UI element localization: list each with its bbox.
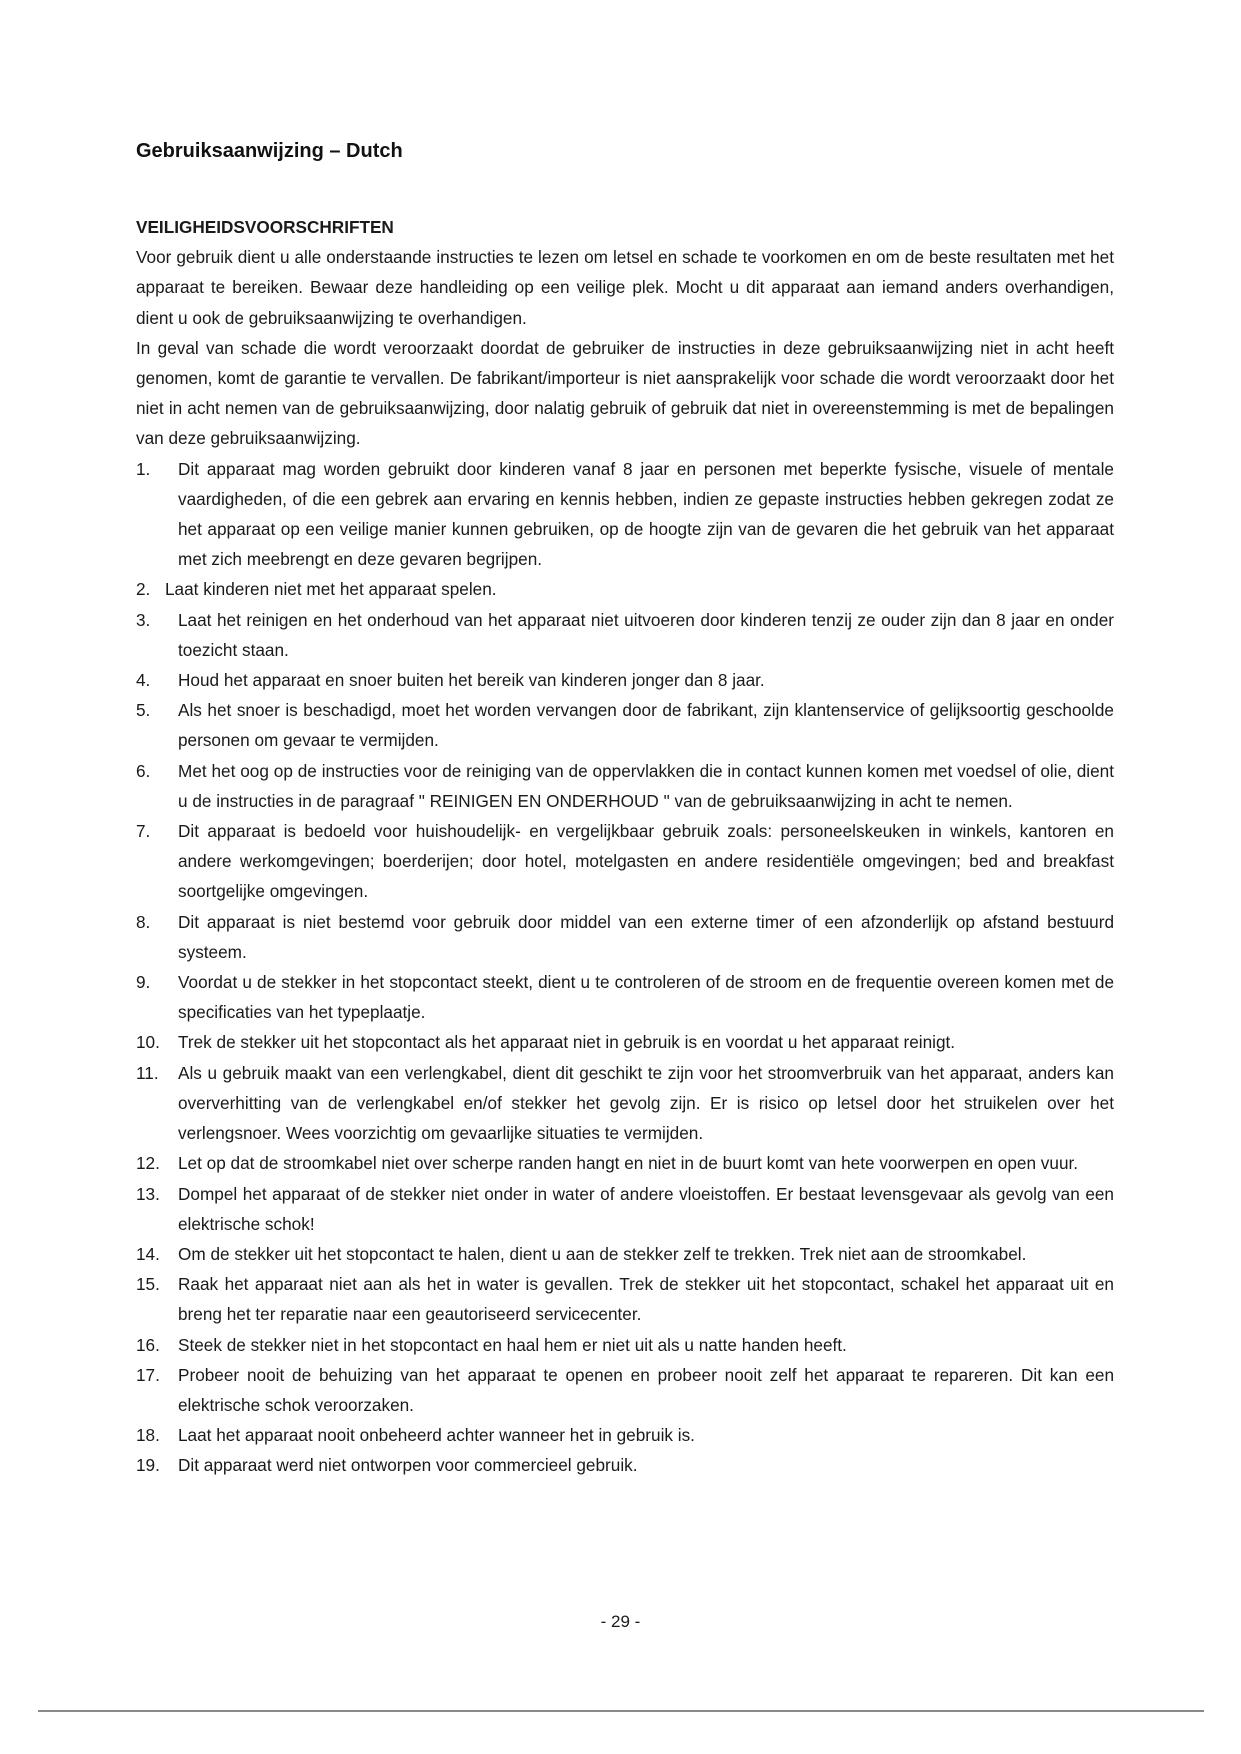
item-number: 8. bbox=[136, 911, 151, 932]
item-number: 10. bbox=[136, 1032, 160, 1053]
item-text: Laat het apparaat nooit onbeheerd achter wanneer het in gebruik is. bbox=[178, 1425, 695, 1446]
item-number: 12. bbox=[136, 1153, 160, 1174]
item-text: Dompel het apparaat of de stekker niet onder in water of andere vloeistoffen. Er bestaat levensgevaar als gevolg van een elektrische schok! bbox=[178, 1183, 1114, 1234]
item-number: 11. bbox=[136, 1062, 159, 1083]
list-item bbox=[136, 1360, 1114, 1420]
list-item bbox=[136, 1148, 1114, 1178]
item-number: 17. bbox=[136, 1364, 160, 1385]
item-text: Met het oog op de instructies voor de reiniging van de oppervlakken die in contact kunnen komen met voedsel of olie, dient u de instructies in de paragraaf " REINIGEN EN ONDERHOUD " van de gebruiksaanwijzing in acht te nemen. bbox=[178, 760, 1114, 811]
list-item bbox=[136, 816, 1114, 907]
item-text: Voordat u de stekker in het stopcontact steekt, dient u te controleren of de stroom en de frequentie overeen komen met de specificaties van het typeplaatje. bbox=[178, 972, 1114, 1023]
list-item bbox=[136, 1420, 1114, 1450]
item-text: Dit apparaat is niet bestemd voor gebruik door middel van een externe timer of een afzonderlijk op afstand bestuurd systeem. bbox=[178, 911, 1114, 962]
item-text: Probeer nooit de behuizing van het apparaat te openen en probeer nooit zelf het apparaat te repareren. Dit kan een elektrische schok veroorzaken. bbox=[178, 1364, 1114, 1415]
list-item bbox=[136, 665, 1114, 695]
item-number: 3. bbox=[136, 609, 151, 630]
item-number: 5. bbox=[136, 700, 151, 721]
item-text: Laat het reinigen en het onderhoud van het apparaat niet uitvoeren door kinderen tenzij ze ouder zijn dan 8 jaar en onder toezicht staan. bbox=[178, 609, 1114, 660]
item-text: Als u gebruik maakt van een verlengkabel, dient dit geschikt te zijn voor het stroomverbruik van het apparaat, anders kan oververhitting van de verlengkabel en/of stekker het gevolg zijn. Er is risico op letsel door het struikelen over het verlengsnoer. Wees voorzichtig om gevaarlijke situaties te vermijden. bbox=[178, 1062, 1114, 1144]
page-number: - 29 - bbox=[600, 1612, 641, 1631]
item-number: 15. bbox=[136, 1274, 160, 1295]
list-item bbox=[136, 1269, 1114, 1329]
item-text: Dit apparaat mag worden gebruikt door kinderen vanaf 8 jaar en personen met beperkte fysische, visuele of mentale vaardigheden, of die een gebrek aan ervaring en kennis hebben, indien ze gepaste instructies hebben gekregen zodat ze het apparaat op een veilige manier kunnen gebruiken, op de hoogte zijn van de gevaren die het gebruik van het apparaat met zich meebrengt en deze gevaren begrijpen. bbox=[178, 458, 1114, 570]
item-number: 4. bbox=[136, 670, 151, 691]
list-item bbox=[136, 756, 1114, 816]
item-number: 18. bbox=[136, 1425, 160, 1446]
intro-paragraph: Voor gebruik dient u alle onderstaande instructies te lezen om letsel en schade te voorkomen en om de beste resultaten met het apparaat te bereiken. Bewaar deze handleiding op een veilige plek. Mocht u dit apparaat aan iemand anders overhandigen, dient u ook de gebruiksaanwijzing te overhandigen. bbox=[136, 247, 1114, 328]
safety-instructions-list bbox=[136, 454, 1114, 1481]
section-heading: VEILIGHEIDSVOORSCHRIFTEN bbox=[136, 217, 394, 237]
item-text: Steek de stekker niet in het stopcontact en haal hem er niet uit als u natte handen heeft. bbox=[178, 1334, 847, 1355]
list-item bbox=[136, 454, 1114, 575]
item-text: Als het snoer is beschadigd, moet het worden vervangen door de fabrikant, zijn klantenservice of gelijksoortig geschoolde personen om gevaar te vermijden. bbox=[178, 700, 1114, 751]
list-item bbox=[136, 907, 1114, 967]
item-text: Om de stekker uit het stopcontact te halen, dient u aan de stekker zelf te trekken. Trek niet aan de stroomkabel. bbox=[178, 1243, 1027, 1264]
list-item bbox=[136, 1179, 1114, 1239]
item-number: 6. bbox=[136, 760, 151, 781]
document-body bbox=[136, 212, 1114, 1481]
list-item bbox=[136, 1058, 1114, 1149]
item-number: 16. bbox=[136, 1334, 160, 1355]
item-text: Laat kinderen niet met het apparaat spelen. bbox=[165, 579, 497, 600]
list-item bbox=[136, 695, 1114, 755]
item-text: Dit apparaat is bedoeld voor huishoudelijk- en vergelijkbaar gebruik zoals: personeelskeuken in winkels, kantoren en andere werkomgevingen; boerderijen; door hotel, motelgasten en andere residentiële omgevingen; bed and breakfast soortgelijke omgevingen. bbox=[178, 821, 1114, 902]
liability-paragraph: In geval van schade die wordt veroorzaakt doordat de gebruiker de instructies in deze gebruiksaanwijzing niet in acht heeft genomen, komt de garantie te vervallen. De fabrikant/importeur is niet aansprakelijk voor schade die wordt veroorzaakt door het niet in acht nemen van de gebruiksaanwijzing, door nalatig gebruik of gebruik dat niet in overeenstemming is met de bepalingen van deze gebruiksaanwijzing. bbox=[136, 337, 1114, 449]
item-number: 1. bbox=[136, 458, 151, 479]
item-number: 13. bbox=[136, 1183, 160, 1204]
item-text: Dit apparaat werd niet ontworpen voor commercieel gebruik. bbox=[178, 1455, 638, 1476]
item-text: Raak het apparaat niet aan als het in water is gevallen. Trek de stekker uit het stopcontact, schakel het apparaat uit en breng het ter reparatie naar een geautoriseerd servicecenter. bbox=[178, 1274, 1114, 1325]
item-number: 2. bbox=[136, 579, 151, 600]
item-text: Let op dat de stroomkabel niet over scherpe randen hangt en niet in de buurt komt van hete voorwerpen en open vuur. bbox=[178, 1153, 1079, 1174]
list-item bbox=[136, 1027, 1114, 1057]
item-number: 14. bbox=[136, 1243, 160, 1264]
item-number: 7. bbox=[136, 821, 151, 842]
list-item bbox=[136, 1239, 1114, 1269]
document-title: Gebruiksaanwijzing – Dutch bbox=[136, 140, 403, 162]
list-item bbox=[136, 967, 1114, 1027]
footer-divider bbox=[38, 1710, 1204, 1712]
list-item bbox=[136, 1330, 1114, 1360]
item-number: 9. bbox=[136, 972, 151, 993]
list-item bbox=[136, 1450, 1114, 1480]
item-number: 19. bbox=[136, 1455, 160, 1476]
list-item bbox=[136, 574, 1114, 604]
item-text: Trek de stekker uit het stopcontact als het apparaat niet in gebruik is en voordat u het apparaat reinigt. bbox=[178, 1032, 956, 1053]
list-item bbox=[136, 605, 1114, 665]
item-text: Houd het apparaat en snoer buiten het bereik van kinderen jonger dan 8 jaar. bbox=[178, 670, 765, 691]
